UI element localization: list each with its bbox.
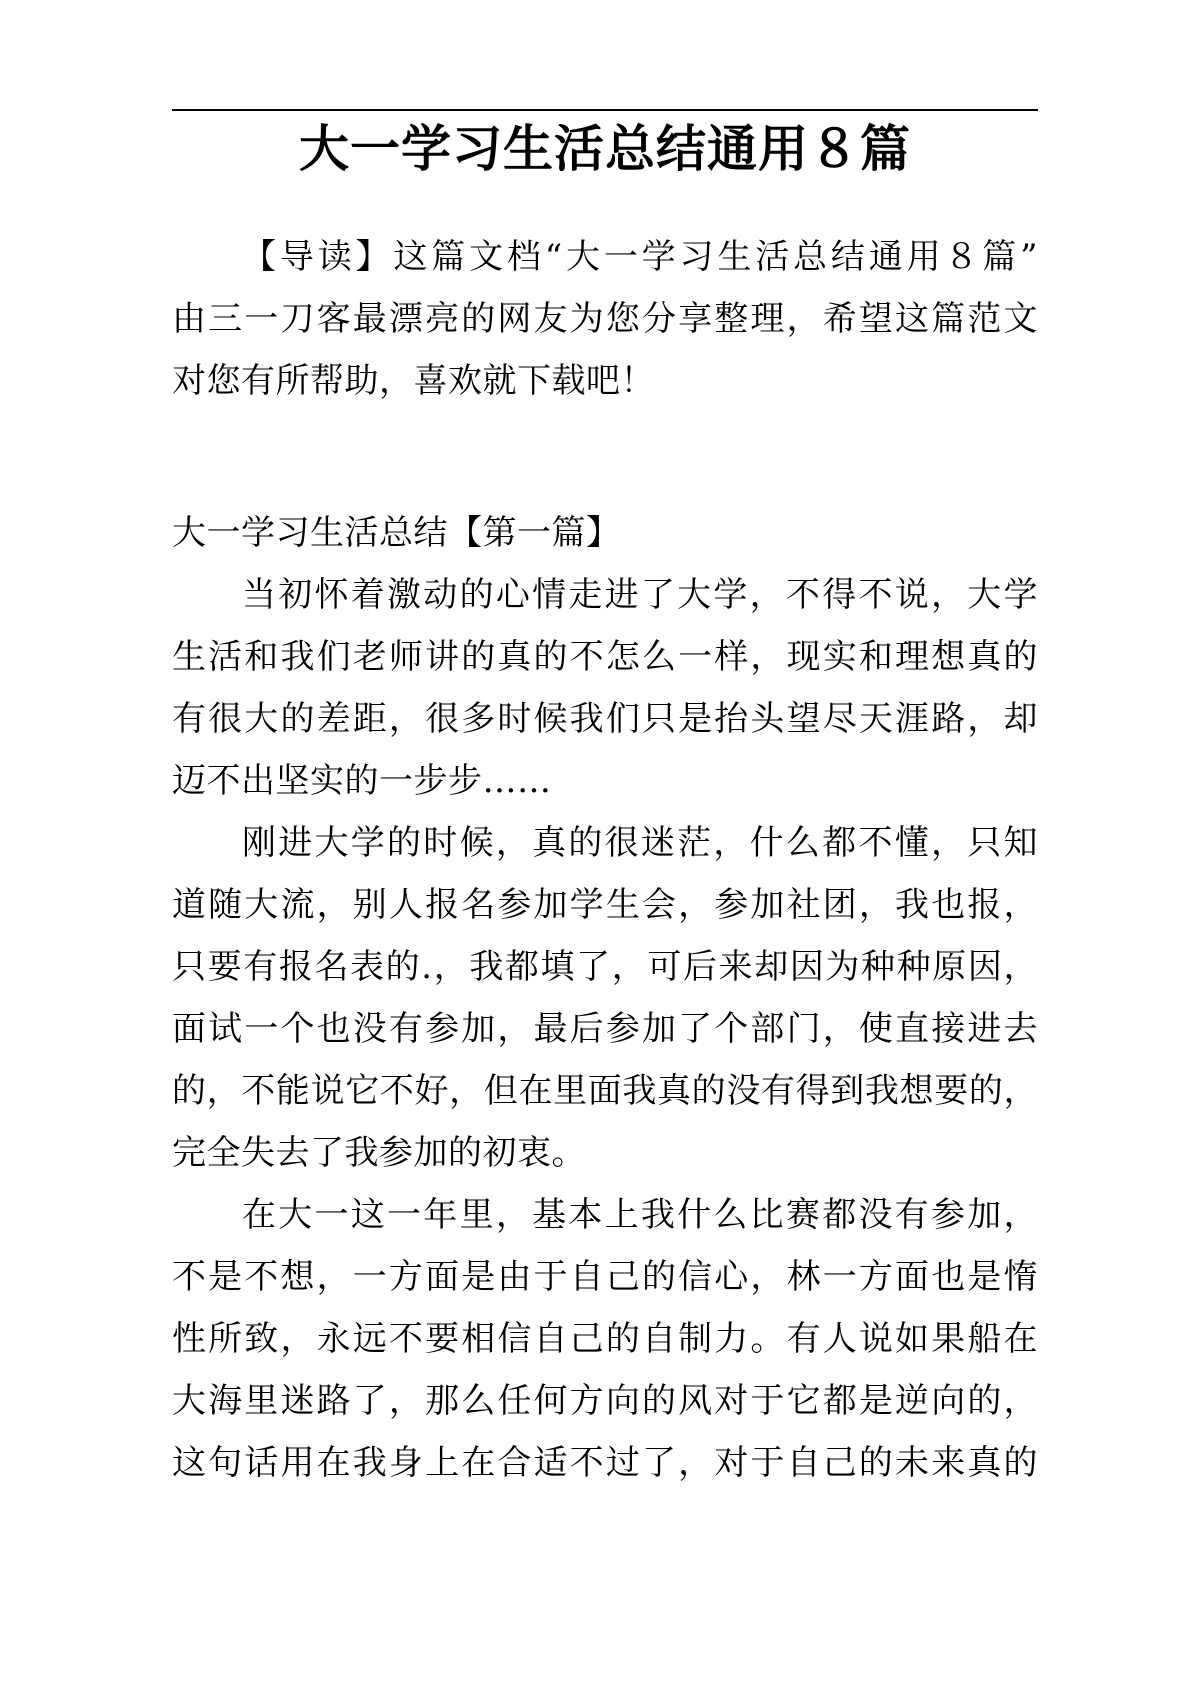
paragraph-line: 性所致，永远不要相信自己的自制力。有人说如果船在 [172,1319,1038,1359]
document-title: 大一学习生活总结通用８篇 [299,119,911,178]
section-heading: 大一学习生活总结【第一篇】 [172,513,621,553]
intro-block [172,226,1038,412]
header-rule [172,109,1038,111]
paragraph-line: 大海里迷路了，那么任何方向的风对于它都是逆向的， [172,1381,1038,1421]
paragraph-line: 面试一个也没有参加，最后参加了个部门，使直接进去 [172,1009,1038,1049]
paragraph-line: 这句话用在我身上在合适不过了，对于自己的未来真的 [172,1443,1038,1483]
intro-line: 由三一刀客最漂亮的网友为您分享整理，希望这篇范文 [172,299,1038,339]
intro-line: 【导读】这篇文档“大一学习生活总结通用８篇” [242,237,1038,277]
paragraph-line: 不是不想，一方面是由于自己的信心，林一方面也是惰 [172,1257,1038,1297]
paragraph-line: 道随大流，别人报名参加学生会，参加社团，我也报， [172,885,1038,925]
section-one [172,502,1038,1494]
paragraph-line: 迈不出坚实的一步步…… [172,761,552,801]
paragraph-line: 刚进大学的时候，真的很迷茫，什么都不懂，只知 [242,823,1038,863]
intro-line: 对您有所帮助，喜欢就下载吧！ [172,361,655,401]
paragraph-line: 只要有报名表的.，我都填了，可后来却因为种种原因， [172,947,1038,987]
paragraph-line: 当初怀着激动的心情走进了大学，不得不说，大学 [242,575,1038,615]
paragraph-line: 完全失去了我参加的初衷。 [172,1133,586,1173]
paragraph-line: 有很大的差距，很多时候我们只是抬头望尽天涯路，却 [172,699,1038,739]
paragraph-line: 在大一这一年里，基本上我什么比赛都没有参加， [242,1195,1038,1235]
paragraph-line: 生活和我们老师讲的真的不怎么一样，现实和理想真的 [172,637,1038,677]
paragraph-line: 的，不能说它不好，但在里面我真的没有得到我想要的， [172,1071,1038,1111]
